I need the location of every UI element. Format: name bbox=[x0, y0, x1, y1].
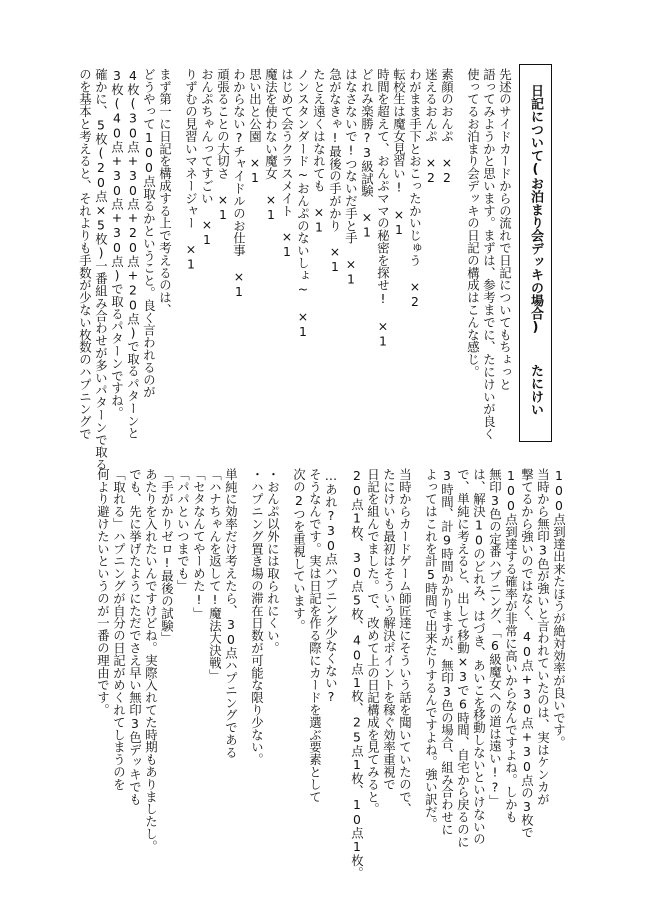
card-list-item: 時間を超えて、おんぷママの秘密を探せ! ×1 bbox=[375, 68, 391, 349]
text-line: 「セタなんてやーめた!」 bbox=[191, 468, 207, 620]
article-author: たにけい bbox=[528, 364, 543, 416]
text-line: まず第一に日記を構成する上で考えるのは、 bbox=[157, 68, 173, 316]
text-line: 「パパといつまでも」 bbox=[175, 468, 191, 592]
bullet-item: ・ハプニング置き場の滞在日数が可能な限り少ない。 bbox=[249, 468, 265, 766]
text-line: あたりを入れたいんですけどね。実際入れてた時期もありましたし。 bbox=[143, 468, 159, 853]
card-list-item: おんぷちゃんってすごい ×1 bbox=[199, 68, 215, 247]
text-line: …あれ?30点ハプニング少なくない? bbox=[323, 468, 339, 705]
card-list-item: わからない?チャイドルのお仕事 ×1 bbox=[231, 68, 247, 299]
text-line: 先述のサイドカードからの流れで日記についてもちょっと bbox=[497, 68, 513, 391]
text-line: 撃てるから強いのではなく、40点+30点+30点の3枚で bbox=[519, 468, 535, 839]
card-list-item: 急がなきゃ!最後の手がかり ×1 bbox=[327, 68, 343, 275]
text-line: 3時間、計9時間かかりますが、無印3色の場合、組み合わせに bbox=[439, 468, 455, 836]
text-line: は、解決10のどれみ、はづき、あいこを移動しないといけないの bbox=[471, 468, 487, 846]
card-list-item: 迷えるおんぷ ×2 bbox=[423, 68, 439, 185]
article-title: 日記について(お泊まり会デッキの場合) bbox=[528, 84, 543, 335]
text-line: 何より避けたいというのが一番の理由です。 bbox=[95, 468, 111, 716]
text-line: 確かに、5枚(20点×5枚)一番組み合わせが多いパターンで取る bbox=[93, 68, 109, 471]
text-line: 使ってるお泊まり会デッキの日記の構成はこんな感じ。 bbox=[465, 68, 481, 378]
text-line: 「手がかりゼロ!最後の試験」 bbox=[159, 468, 175, 645]
card-list-item: ノンスタンダード~おんぷのないしょ~ ×1 bbox=[295, 68, 311, 339]
card-list-item: たとえ遠くはなれても ×1 bbox=[311, 68, 327, 235]
card-list-item: 転校生は魔女見習い! ×1 bbox=[391, 68, 407, 237]
text-line: 100点到達出来たほうが絶対効率が良いです。 bbox=[551, 468, 567, 749]
text-line: 4枚(30点+30点+20点+20点)で取るパターンと bbox=[125, 68, 141, 440]
card-list-item: はなさないで!つないだ手と手 ×1 bbox=[343, 68, 359, 287]
card-list-item: 素顔のおんぷ ×2 bbox=[439, 68, 455, 185]
text-line: たにけいも最初はそういう解決ポイントを稼ぐ効率重視で bbox=[381, 468, 397, 791]
text-line: 100点到達する確率が非常に高いからなんですよね。しかも bbox=[503, 468, 519, 823]
text-line: 「ハナちゃんを返して!魔法大決戦」 bbox=[207, 468, 223, 682]
card-list-item: わがまま手下とおこったかいじゅう ×2 bbox=[407, 68, 423, 309]
text-line: 次の2つを重視しています。 bbox=[291, 468, 307, 632]
text-line: のを基本と考えると、それよりも手数が少ない枚数のハプニングで bbox=[77, 68, 93, 440]
card-list-item: はじめて会うクラスメイト ×1 bbox=[279, 68, 295, 260]
text-line: 日記を組んでました。で、改めて上の日記構成を見てみると。 bbox=[365, 468, 381, 816]
card-list-item: 魔法を使わない魔女 ×1 bbox=[263, 68, 279, 222]
card-list-item: どれみ楽勝?3級試験 ×1 bbox=[359, 68, 375, 240]
card-list-item: りずむの見習いマネージャー ×1 bbox=[183, 68, 199, 272]
text-line: 語ってみようかと思います。まずは、参考までに、たにけいが良く bbox=[481, 68, 497, 440]
text-line: でも、先に挙げたようにただでさえ早い無印3色デッキでも bbox=[127, 468, 143, 806]
text-line: そうなんです。実は日記を作る際にカードを選ぶ要素として bbox=[307, 468, 323, 803]
text-line: 当時から無印3色が強いと言われていたのは、実はケンカが bbox=[535, 468, 551, 806]
text-line: 無印3色の定番ハプニング、「6級魔女への道は遠い!?」 bbox=[487, 468, 503, 807]
text-line: 単純に効率だけ考えたら、30点ハプニングである bbox=[223, 468, 239, 759]
text-line: 「取れる」ハプニングが自分の日記がめくれてしまうのを bbox=[111, 468, 127, 791]
card-list-item: 頑張ることの大切さ ×1 bbox=[215, 68, 231, 222]
text-line: 当時からカードゲーム師匠達にそういう話を聞いていたので、 bbox=[397, 468, 413, 816]
text-line: 20点1枚、30点5枚、40点1枚、25点1枚、10点1枚。 bbox=[349, 468, 365, 879]
bullet-item: ・おんぷ以外には取られにくい。 bbox=[265, 468, 281, 654]
text-line: で、単純に考えると、出して移動×3で6時間、自宅から戻るのに bbox=[455, 468, 471, 848]
text-line: どうやって100点取るかということ。良く言われるのが bbox=[141, 68, 157, 399]
text-line: 3枚(40点+30点+30点)で取るパターンですね。 bbox=[109, 68, 125, 419]
text-line: よってはこれを計5時間で出来たりするんですよね。強い訳だ。 bbox=[423, 468, 439, 831]
card-list-item: 思い出と公園 ×1 bbox=[247, 68, 263, 185]
